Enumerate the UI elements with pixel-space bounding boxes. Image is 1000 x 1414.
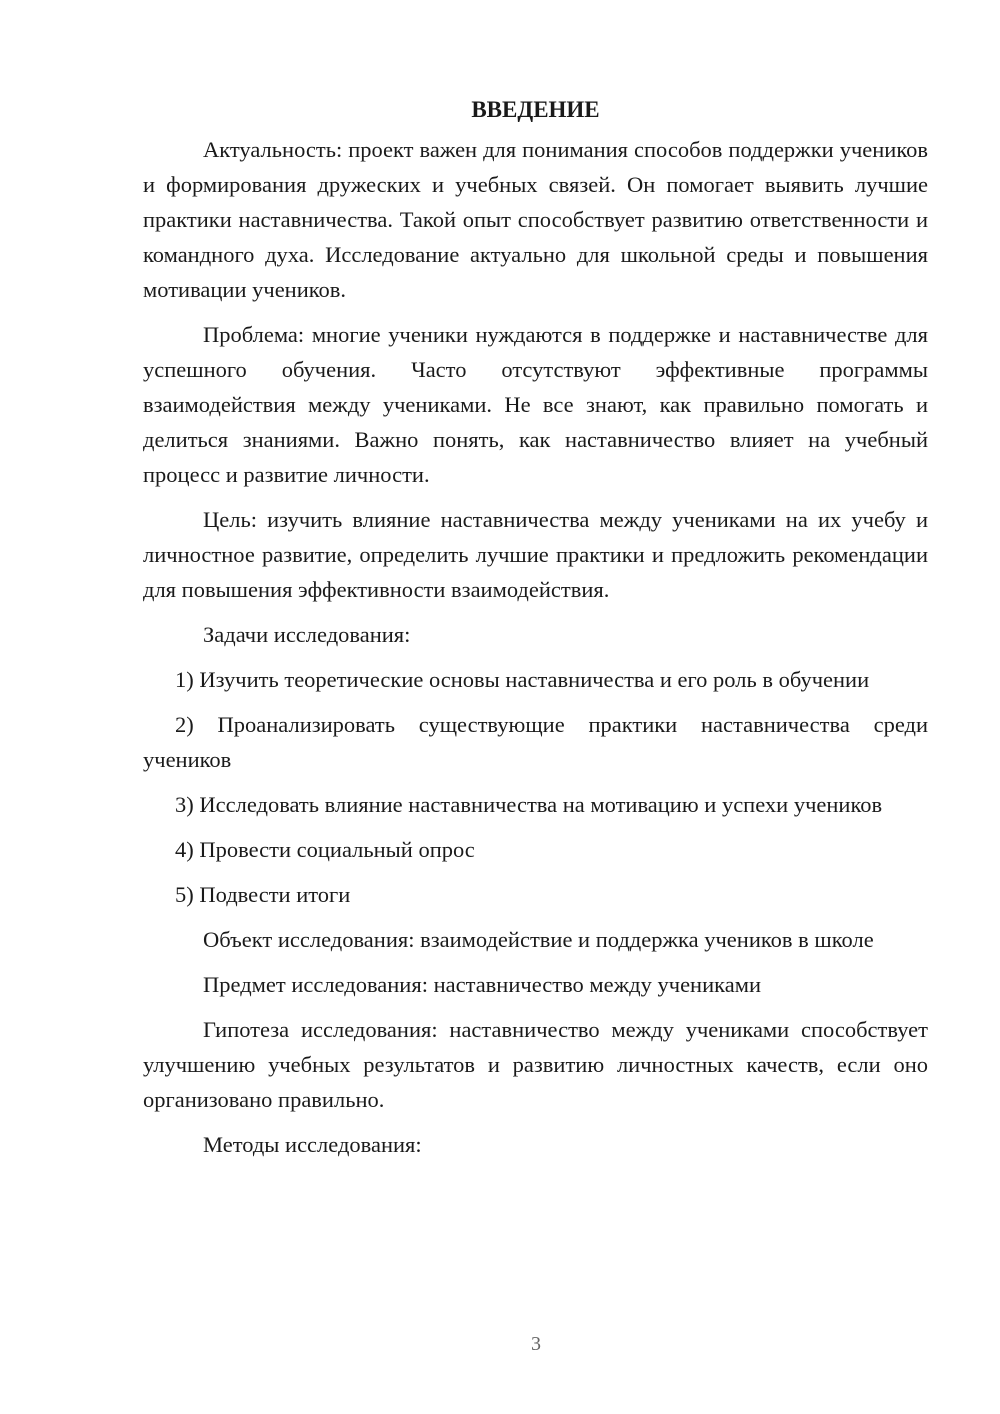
task-item-2: 2) Проанализировать существующие практики наставничества среди учеников <box>143 712 928 772</box>
relevance-paragraph: Актуальность: проект важен для понимания способов поддержки учеников и формирования дружеских и учебных связей. Он помогает выявить лучшие практики наставничества. Такой опыт способствует развитию ответственности и командного духа. Исследование актуально для школьной среды и повышения мотивации учеников. <box>143 137 928 302</box>
methods-heading: Методы исследования: <box>203 1132 422 1157</box>
tasks-heading: Задачи исследования: <box>203 622 411 647</box>
hypothesis-paragraph: Гипотеза исследования: наставничество между учениками способствует улучшению учебных результатов и развитию личностных качеств, если оно организовано правильно. <box>143 1017 928 1112</box>
task-item-5: 5) Подвести итоги <box>175 882 351 907</box>
problem-paragraph: Проблема: многие ученики нуждаются в поддержке и наставничестве для успешного обучения. Часто отсутствуют эффективные программы взаимодействия между учениками. Не все знают, как правильно помогать и делиться знаниями. Важно понять, как наставничество влияет на учебный процесс и развитие личности. <box>143 322 928 487</box>
task-item-3: 3) Исследовать влияние наставничества на мотивацию и успехи учеников <box>175 792 883 817</box>
task-item-4: 4) Провести социальный опрос <box>175 837 475 862</box>
page-title: ВВЕДЕНИЕ <box>471 97 600 122</box>
goal-paragraph: Цель: изучить влияние наставничества между учениками на их учебу и личностное развитие, определить лучшие практики и предложить рекомендации для повышения эффективности взаимодействия. <box>143 507 928 602</box>
document-page <box>143 92 928 1162</box>
object-paragraph: Объект исследования: взаимодействие и поддержка учеников в школе <box>203 927 874 952</box>
page-number: 3 <box>531 1333 541 1355</box>
task-item-1: 1) Изучить теоретические основы наставничества и его роль в обучении <box>175 667 870 692</box>
subject-paragraph: Предмет исследования: наставничество между учениками <box>203 972 761 997</box>
